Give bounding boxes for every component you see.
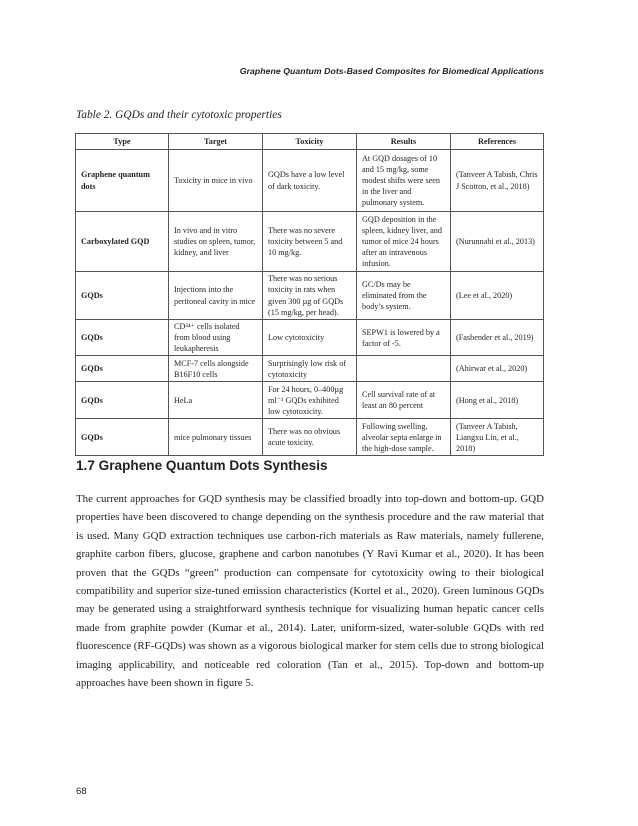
cell-references: (Tanveer A Tabish, Liangxu Lin, et al., 2018): [451, 419, 544, 456]
cell-results: SEPW1 is lowered by a factor of -5.: [357, 320, 451, 356]
cell-target: mice pulmonary tissues: [169, 419, 263, 456]
cell-references: (Hong et al., 2018): [451, 382, 544, 419]
cytotoxicity-table: [75, 133, 544, 456]
section-heading: 1.7 Graphene Quantum Dots Synthesis: [76, 458, 328, 473]
column-header-results: Results: [357, 134, 451, 150]
table-caption: Table 2. GQDs and their cytotoxic properties: [76, 109, 282, 121]
cell-target: Injections into the peritoneal cavity in mice: [169, 272, 263, 320]
column-header-target: Target: [169, 134, 263, 150]
column-header-references: References: [451, 134, 544, 150]
cell-target: In vivo and in vitro studies on spleen, tumor, kidney, and liver: [169, 212, 263, 272]
column-header-type: Type: [76, 134, 169, 150]
column-header-toxicity: Toxicity: [263, 134, 357, 150]
cell-references: (Lee et al., 2020): [451, 272, 544, 320]
cell-results: GQD deposition in the spleen, kidney liver, and tumor of mice 24 hours after an intravenous infusion.: [357, 212, 451, 272]
cell-toxicity: Surprisingly low risk of cytotoxicity: [263, 356, 357, 382]
cell-results: Cell survival rate of at least an 80 percent: [357, 382, 451, 419]
table-row: [76, 272, 544, 320]
cell-toxicity: For 24 hours, 0–400µg ml⁻¹ GQDs exhibited low cytotoxicity.: [263, 382, 357, 419]
table-row: [76, 382, 544, 419]
cell-results: GC/Ds may be eliminated from the body’s system.: [357, 272, 451, 320]
cell-target: Toxicity in mice in vivo: [169, 150, 263, 212]
cell-target: MCF-7 cells alongside B16F10 cells: [169, 356, 263, 382]
table-row: [76, 419, 544, 456]
table-header-row: [76, 134, 544, 150]
cell-type: GQDs: [76, 272, 169, 320]
page-number: 68: [76, 786, 87, 797]
cell-type: GQDs: [76, 356, 169, 382]
table-row: [76, 356, 544, 382]
cell-toxicity: Low cytotoxicity: [263, 320, 357, 356]
cell-toxicity: There was no obvious acute toxicity.: [263, 419, 357, 456]
cell-references: (Fasbender et al., 2019): [451, 320, 544, 356]
cell-results: [357, 356, 451, 382]
running-head: Graphene Quantum Dots-Based Composites for Biomedical Applications: [239, 66, 544, 76]
cell-type: Graphene quantum dots: [76, 150, 169, 212]
cell-type: GQDs: [76, 320, 169, 356]
cell-results: At GQD dosages of 10 and 15 mg/kg, some modest shifts were seen in the liver and pulmonary system.: [357, 150, 451, 212]
cell-toxicity: GQDs have a low level of dark toxicity.: [263, 150, 357, 212]
cell-references: (Nurunnabi et al., 2013): [451, 212, 544, 272]
cell-type: GQDs: [76, 382, 169, 419]
cell-target: CD³⁴⁺ cells isolated from blood using leukapheresis: [169, 320, 263, 356]
cell-type: GQDs: [76, 419, 169, 456]
cell-toxicity: There was no serious toxicity in rats when given 300 µg of GQDs (15 mg/kg, per head).: [263, 272, 357, 320]
cell-type: Carboxylated GQD: [76, 212, 169, 272]
table-row: [76, 320, 544, 356]
cell-target: HeLa: [169, 382, 263, 419]
cell-references: (Ahirwar et al., 2020): [451, 356, 544, 382]
cell-toxicity: There was no severe toxicity between 5 and 10 mg/kg.: [263, 212, 357, 272]
table-row: [76, 150, 544, 212]
cell-results: Following swelling, alveolar septa enlarge in the high-dose sample.: [357, 419, 451, 456]
table-row: [76, 212, 544, 272]
cell-references: (Tanveer A Tabish, Chris J Scotton, et al., 2018): [451, 150, 544, 212]
body-paragraph: The current approaches for GQD synthesis may be classified broadly into top-down and bottom-up. GQD properties have been discovered to change depending on the synthesis procedure and the raw material that is used. Many GQD extraction techniques use carbon-rich materials as Raw materials, namely fullerene, graphite carbon fibers, glucose, graphene and carbon nanotubes (Y Ravi Kumar et al., 2020). It has been proven that the GQDs “green” production can compensate for cytotoxicity owing to their biological compatibility and superior size-tuned emission characteristics (Kortel et al., 2020). Green luminous GQDs may be generated using a straightforward synthesis technique for visualizing human hepatic cancer cells made from graphite powder (Kumar et al., 2014). Later, uniform-sized, water-soluble GQDs with red fluorescence (RF-GQDs) was shown as a vigorous biological marker for stem cells due to strong biological imaging applicability, and noticeable red coloration (Tan et al., 2015). Top-down and bottom-up approaches have been shown in figure 5.: [76, 493, 544, 690]
